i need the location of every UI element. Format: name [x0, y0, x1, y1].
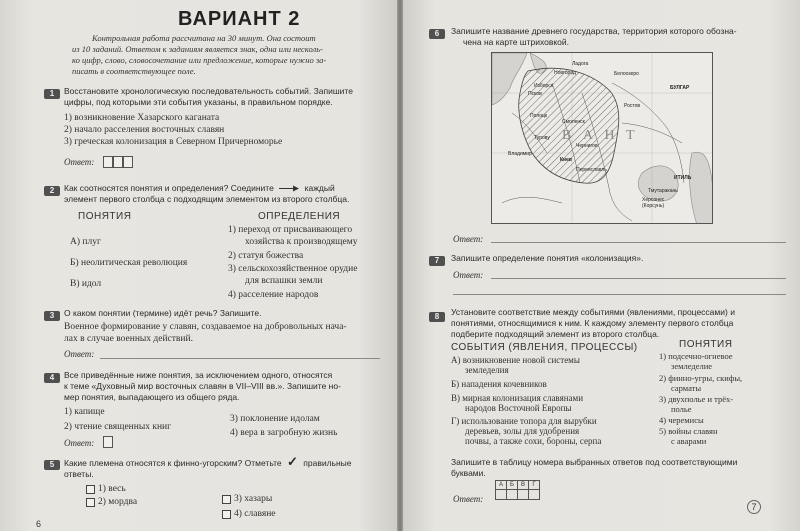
checkbox[interactable] [86, 498, 95, 507]
question-3-text: О каком понятии (термине) идёт речь? Запишите. [64, 308, 262, 318]
concepts-header: ПОНЯТИЯ [78, 211, 132, 222]
left-page [0, 0, 397, 531]
checkbox[interactable] [86, 485, 95, 494]
map-label: ИТИЛЬ [674, 175, 692, 181]
map-label: Киев [560, 157, 572, 163]
map-label: Владимир [508, 151, 532, 157]
definition-item: 2) статуя божества [228, 251, 304, 261]
intro-text: Контрольная работа рассчитана на 30 минут. Она состоит из 10 заданий. Ответом к заданиям является знак, одна или несколь- ко цифр, слово, словосочетание или предложение, которые нужно за- писать в соответствующее поле. [72, 33, 327, 76]
table-header-cell: Г [529, 481, 540, 490]
answer-label: Ответ: [453, 270, 484, 280]
option: 3) хазары [234, 494, 273, 504]
concept-item: 2) финно-угры, скифы, сарматы [659, 373, 743, 393]
definition-item: 3) сельскохозяйственное орудие для вспашки земли [228, 264, 358, 286]
map-label: Турову [534, 135, 550, 141]
event-item: Б) нападения кочевников [451, 379, 547, 389]
question-number-7: 7 [429, 256, 445, 266]
option: 4) славяне [234, 509, 276, 519]
option: 3) поклонение идолам [230, 414, 320, 424]
map-label: Тмутаракань [648, 188, 678, 194]
arrow-icon [279, 185, 299, 192]
answer-cell[interactable] [507, 490, 518, 500]
map-label: Чернигов [576, 143, 598, 149]
page-number: 7 [747, 500, 761, 514]
concept-item: 4) черемисы [659, 415, 704, 425]
answer-label: Ответ: [64, 349, 95, 359]
variant-title: ВАРИАНТ 2 [178, 8, 301, 30]
question-number-6: 6 [429, 29, 445, 39]
question-4-text: Все приведённые ниже понятия, за исключением одного, относятся к теме «Духовный мир восточных славян в VII–VIII вв.». Запишите но- мер понятия, выпадающего из общего ряда. [64, 370, 341, 402]
option: 2) чтение священных книг [64, 422, 172, 432]
answer-cell[interactable] [103, 436, 113, 448]
table-header-cell: В [518, 481, 529, 490]
map [491, 52, 713, 224]
checkmark-icon: ✓ [286, 454, 298, 469]
question-3-body: Военное формирование у славян, создаваемое на добровольных нача- лах в случае военных действий. [64, 322, 347, 344]
answer-table [495, 480, 540, 500]
page-number: 6 [36, 519, 42, 529]
checkbox[interactable] [222, 495, 231, 504]
table-header-cell: А [496, 481, 507, 490]
map-label: Ростов [624, 103, 641, 109]
map-label: Белоозеро [614, 71, 639, 77]
answer-label: Ответ: [453, 494, 484, 504]
question-number-1: 1 [44, 89, 60, 99]
option: 2) мордва [98, 497, 138, 507]
map-label: Новгород [554, 70, 576, 76]
question-1-options [64, 112, 282, 148]
map-label: Смоленск [562, 119, 585, 125]
question-8-text: Установите соответствие между событиями (явлениями, процессами) и понятиями, относящимися к ним. К каждому элементу первого столбца подберите подходящий элемент из второго столбца. [451, 307, 735, 339]
map-hatch-letters: В А Н Т [562, 128, 639, 143]
option: 4) вера в загробную жизнь [230, 428, 338, 438]
events-header: СОБЫТИЯ (ЯВЛЕНИЯ, ПРОЦЕССЫ) [451, 342, 638, 353]
definition-item: 1) переход от присваивающего хозяйства к производящему [228, 225, 358, 247]
concept-item: А) плуг [70, 237, 101, 247]
answer-line[interactable] [100, 358, 380, 359]
table-instruction: Запишите в таблицу номера выбранных ответов под соответствующими буквами. [451, 457, 738, 478]
answer-label: Ответ: [453, 234, 484, 244]
question-number-5: 5 [44, 460, 60, 470]
question-6-text: Запишите название древнего государства, территория которого обозна- чена на карте штриховкой. [451, 26, 737, 47]
answer-cell[interactable] [103, 156, 113, 168]
question-2-text: Как соотносятся понятия и определения? Соедините каждый элемент первого столбца с подходящим элементом из второго столбца. [64, 183, 350, 204]
concept-item: 1) подсечно-огневое земледелие [659, 351, 733, 371]
answer-line[interactable] [491, 278, 786, 279]
event-item: Г) использование топора для вырубки деревьев, золы для удобрения почвы, а также сохи, бороны, серпа [451, 416, 602, 446]
right-page [403, 0, 800, 531]
question-number-2: 2 [44, 186, 60, 196]
question-5-text: Какие племена относятся к финно-угорским? Отметьте ✓ правильные ответы. [64, 454, 352, 479]
answer-cell[interactable] [496, 490, 507, 500]
answer-label: Ответ: [64, 438, 95, 448]
option: 1) весь [98, 484, 126, 494]
concept-item: В) идол [70, 279, 102, 289]
option: 1) капище [64, 407, 105, 417]
map-label: Ладога [572, 61, 589, 67]
event-item: А) возникновение новой системы земледелия [451, 355, 580, 375]
question-number-4: 4 [44, 373, 60, 383]
answer-cell[interactable] [518, 490, 529, 500]
answer-line[interactable] [491, 242, 786, 243]
map-label: Полоцк [530, 113, 548, 119]
definition-item: 4) расселение народов [228, 290, 319, 300]
map-label: Переяславль [576, 167, 607, 173]
concept-item: Б) неолитическая революция [70, 258, 188, 268]
concepts-header: ПОНЯТИЯ [679, 339, 733, 350]
option: 2) начало расселения восточных славян [64, 125, 225, 135]
answer-cell[interactable] [529, 490, 540, 500]
answer-label: Ответ: [64, 157, 95, 167]
checkbox[interactable] [222, 510, 231, 519]
option: 1) возникновение Хазарского каганата [64, 113, 220, 123]
map-label: Изборск [534, 83, 553, 89]
answer-cell[interactable] [123, 156, 133, 168]
map-label: БУЛГАР [670, 85, 690, 91]
answer-line[interactable] [453, 294, 786, 295]
definitions-header: ОПРЕДЕЛЕНИЯ [258, 211, 341, 222]
answer-cell[interactable] [113, 156, 123, 168]
map-label: Псков [528, 91, 542, 97]
question-number-3: 3 [44, 311, 60, 321]
event-item: В) мирная колонизация славянами народов Восточной Европы [451, 393, 584, 413]
concept-item: 5) войны славян с аварами [659, 426, 718, 446]
question-1-text: Восстановите хронологическую последовательность событий. Запишите цифры, под которыми эти события указаны, в правильном порядке. [64, 86, 353, 107]
question-7-text: Запишите определение понятия «колонизация». [451, 253, 644, 263]
map-label: Херсонес (Корсунь) [642, 197, 665, 209]
option: 3) греческая колонизация в Северном Причерноморье [64, 137, 283, 147]
concept-item: 3) двухпольe и трёх- полье [659, 394, 734, 414]
table-header-cell: Б [507, 481, 518, 490]
question-number-8: 8 [429, 312, 445, 322]
